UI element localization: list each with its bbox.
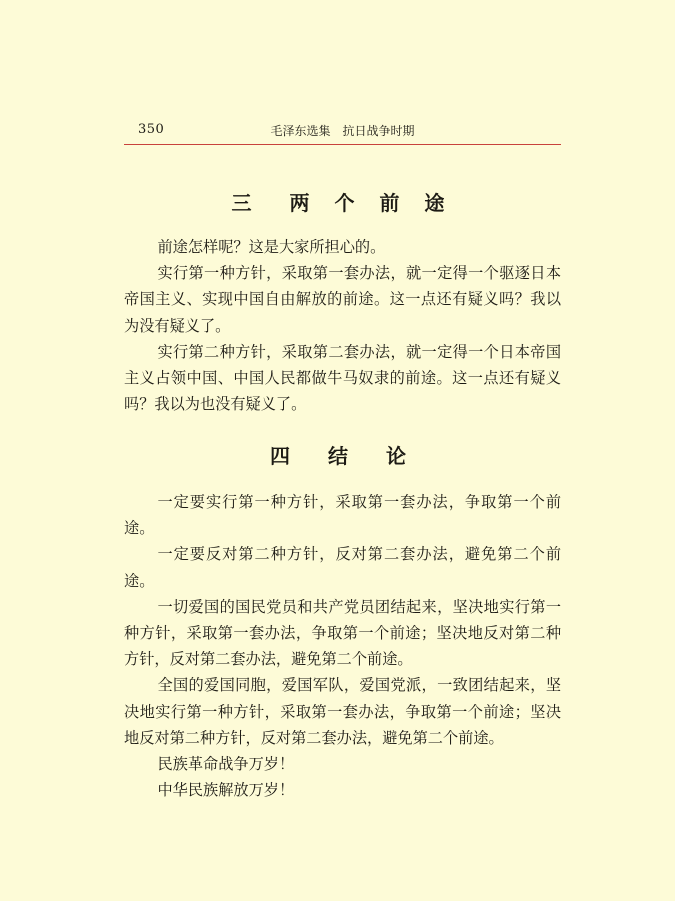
- page-header: [124, 120, 561, 145]
- paragraph: 实行第一种方针，采取第一套办法，就一定得一个驱逐日本帝国主义、实现中国自由解放的前途。这一点还有疑义吗？我以为没有疑义了。: [124, 264, 561, 335]
- paragraph: 一定要实行第一种方针，采取第一套办法，争取第一个前途。: [124, 493, 561, 538]
- paragraph: 民族革命战争万岁！: [157, 755, 295, 774]
- section-title-conclusion: 四 结 论: [270, 444, 415, 468]
- paragraph: 一定要反对第二种方针，反对第二套办法，避免第二个前途。: [124, 545, 561, 590]
- running-title: 毛泽东选集 抗日战争时期: [270, 124, 415, 138]
- paragraph: 实行第二种方针，采取第二套办法，就一定得一个日本帝国主义占领中国、中国人民都做牛马奴隶的前途。这一点还有疑义吗？我以为也没有疑义了。: [124, 342, 561, 414]
- section-title-two-prospects: 三 两 个 前 途: [231, 191, 454, 215]
- section-body-conclusion: [124, 489, 561, 803]
- section-body-two-prospects: [124, 234, 561, 417]
- page-number: 350: [138, 122, 165, 137]
- paragraph: 一切爱国的国民党员和共产党员团结起来，坚决地实行第一种方针，采取第一套办法，争取第一个前途；坚决地反对第二种方针，反对第二套办法，避免第二个前途。: [124, 597, 561, 669]
- paragraph: 前途怎样呢？这是大家所担心的。: [157, 238, 386, 256]
- paragraph: 全国的爱国同胞，爱国军队，爱国党派，一致团结起来，坚决地实行第一种方针，采取第一套办法，争取第一个前途；坚决地反对第二种方针，反对第二套办法，避免第二个前途。: [124, 676, 561, 747]
- paragraph: 中华民族解放万岁！: [157, 781, 295, 800]
